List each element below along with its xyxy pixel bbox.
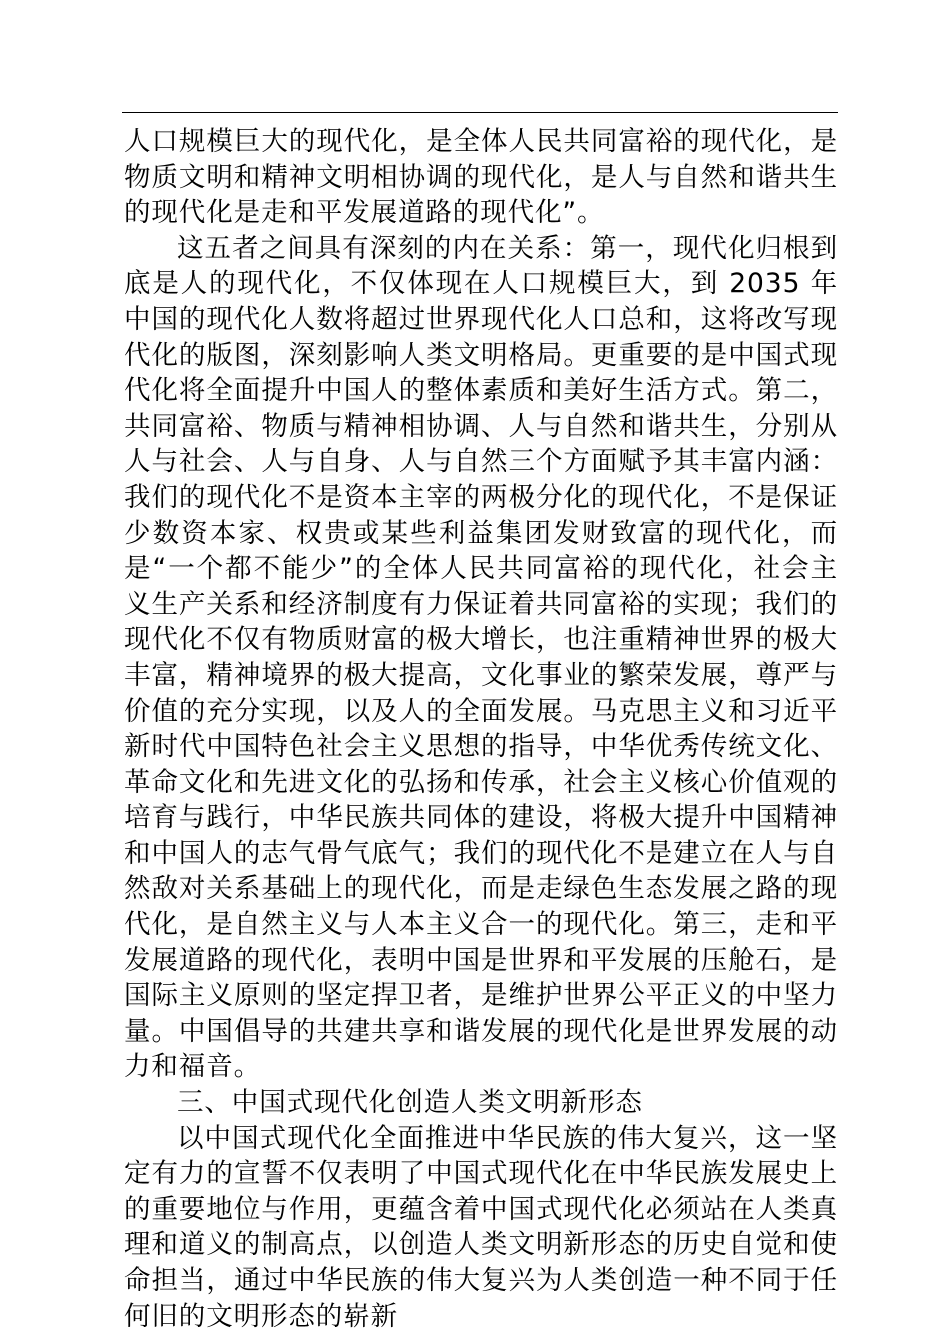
header-rule [122,112,838,113]
document-body [124,124,838,1334]
section-heading: 三、中国式现代化创造人类文明新形态 [177,1087,643,1119]
paragraph-continuation: 人口规模巨大的现代化，是全体人民共同富裕的现代化，是物质文明和精神文明相协调的现代化，是人与自然和谐共生的现代化是走和平发展道路的现代化”。 [124,126,838,229]
paragraph-new-civilization: 以中国式现代化全面推进中华民族的伟大复兴，这一坚定有力的宣誓不仅表明了中国式现代化在中华民族发展史上的重要地位与作用，更蕴含着中国式现代化必须站在人类真理和道义的制高点，以创造人类文明新形态的历史自觉和使命担当，通过中华民族的伟大复兴为人类创造一种不同于任何旧的文明形态的崭新 [124,1122,838,1332]
paragraph-five-relations: 这五者之间具有深刻的内在关系：第一，现代化归根到底是人的现代化，不仅体现在人口规模巨大，到 2035 年中国的现代化人数将超过世界现代化人口总和，这将改写现代化的版图，深刻影响人类文明格局。更重要的是中国式现代化将全面提升中国人的整体素质和美好生活方式。第二，共同富裕、物质与精神相协调、人与自然和谐共生，分别从人与社会、人与自身、人与自然三个方面赋予其丰富内涵：我们的现代化不是资本主宰的两极分化的现代化，不是保证少数资本家、权贵或某些利益集团发财致富的现代化，而是“一个都不能少”的全体人民共同富裕的现代化，社会主义生产关系和经济制度有力保证着共同富裕的实现；我们的现代化不仅有物质财富的极大增长，也注重精神世界的极大丰富，精神境界的极大提高，文化事业的繁荣发展，尊严与价值的充分实现，以及人的全面发展。马克思主义和习近平新时代中国特色社会主义思想的指导，中华优秀传统文化、革命文化和先进文化的弘扬和传承，社会主义核心价值观的培育与践行，中华民族共同体的建设，将极大提升中国精神和中国人的志气骨气底气；我们的现代化不是建立在人与自然敌对关系基础上的现代化，而是走绿色生态发展之路的现代化，是自然主义与人本主义合一的现代化。第三，走和平发展道路的现代化，表明中国是世界和平发展的压舱石，是国际主义原则的坚定捍卫者，是维护世界公平正义的中坚力量。中国倡导的共建共享和谐发展的现代化是世界发展的动力和福音。 [124,232,838,1083]
